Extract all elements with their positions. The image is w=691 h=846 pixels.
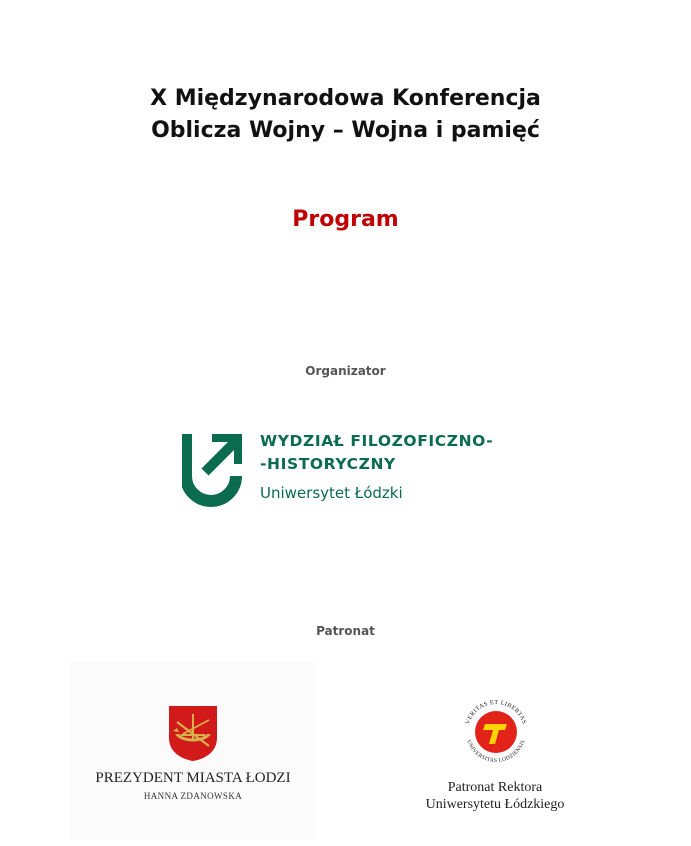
program-heading: Program	[292, 207, 399, 232]
rector-patronage-line-2: Uniwersytetu Łódzkiego	[425, 797, 565, 812]
university-name: Uniwersytet Łódzki	[260, 484, 403, 502]
svg-text:UNIVERSITAS LODZIENSIS: UNIVERSITAS LODZIENSIS	[465, 739, 527, 765]
conference-title-line-2: Oblicza Wojny – Wojna i pamięć	[151, 118, 540, 143]
lodz-coat-of-arms-icon	[167, 704, 219, 762]
svg-text:VERITAS ET LIBERTAS: VERITAS ET LIBERTAS	[464, 698, 528, 726]
patronage-label: Patronat	[316, 624, 375, 638]
faculty-logo	[182, 432, 522, 508]
city-patron-logo	[70, 662, 316, 840]
city-patron-subtitle: HANNA ZDANOWSKA	[143, 791, 243, 801]
organizer-label: Organizator	[305, 364, 386, 378]
faculty-name-line-2: -HISTORYCZNY	[260, 455, 396, 473]
university-lodz-seal-icon	[458, 694, 534, 770]
rector-patronage-line-1: Patronat Rektora	[447, 780, 543, 795]
conference-title-line-1: X Międzynarodowa Konferencja	[150, 86, 541, 111]
city-patron-title: PREZYDENT MIASTA ŁODZI	[95, 770, 291, 786]
ul-arrow-logo-icon	[182, 432, 246, 508]
faculty-name-line-1: WYDZIAŁ FILOZOFICZNO-	[260, 432, 494, 450]
